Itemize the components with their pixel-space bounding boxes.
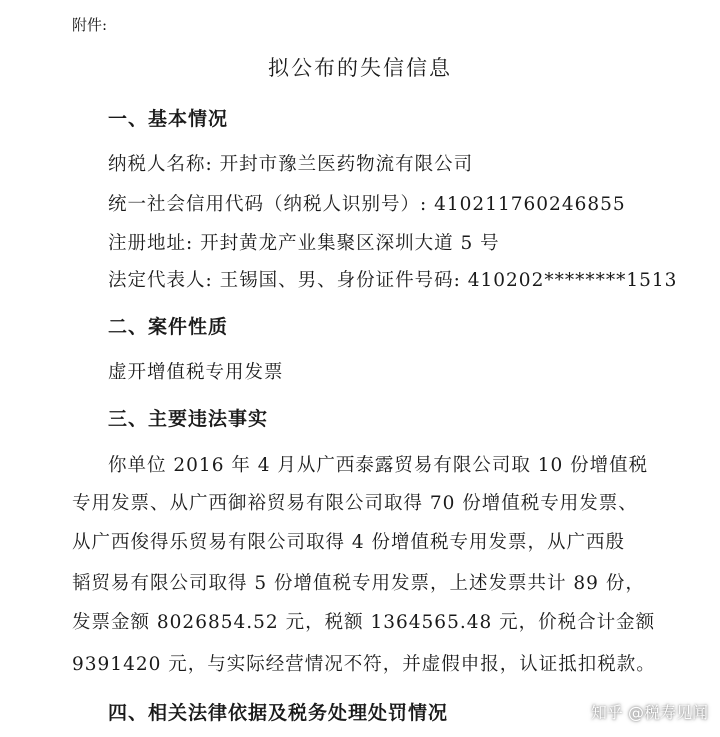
section4-heading: 四、相关法律依据及税务处理处罚情况 [108, 702, 449, 724]
registered-address: 注册地址: 开封黄龙产业集聚区深圳大道 5 号 [108, 233, 500, 254]
fact-line-3: 从广西俊得乐贸易有限公司取得 4 份增值税专用发票，从广西殷 [72, 532, 626, 553]
section2-heading: 二、案件性质 [108, 316, 229, 338]
fact-line-5: 发票金额 8026854.52 元，税额 1364565.48 元，价税合计金额 [72, 612, 656, 633]
fact-line-1: 你单位 2016 年 4 月从广西泰露贸易有限公司取 10 份增值税 [108, 455, 649, 476]
fact-line-2: 专用发票、从广西御裕贸易有限公司取得 70 份增值税专用发票、 [72, 493, 638, 514]
taxpayer-name: 纳税人名称: 开封市豫兰医药物流有限公司 [108, 154, 474, 175]
fact-line-4: 韬贸易有限公司取得 5 份增值税专用发票，上述发票共计 89 份， [72, 573, 645, 594]
legal-representative: 法定代表人: 王锡国、男、身份证件号码: 410202********1513 [108, 270, 678, 291]
section1-heading: 一、基本情况 [108, 108, 229, 130]
document-title: 拟公布的失信信息 [268, 56, 452, 80]
case-nature: 虚开增值税专用发票 [108, 362, 284, 383]
section3-heading: 三、主要违法事实 [108, 408, 269, 430]
watermark-text: 知乎 @税寿见闻 [590, 703, 708, 722]
fact-line-6: 9391420 元，与实际经营情况不符，并虚假申报，认证抵扣税款。 [72, 654, 656, 675]
attachment-label: 附件: [72, 16, 108, 34]
credit-code: 统一社会信用代码（纳税人识别号）: 410211760246855 [108, 194, 626, 215]
